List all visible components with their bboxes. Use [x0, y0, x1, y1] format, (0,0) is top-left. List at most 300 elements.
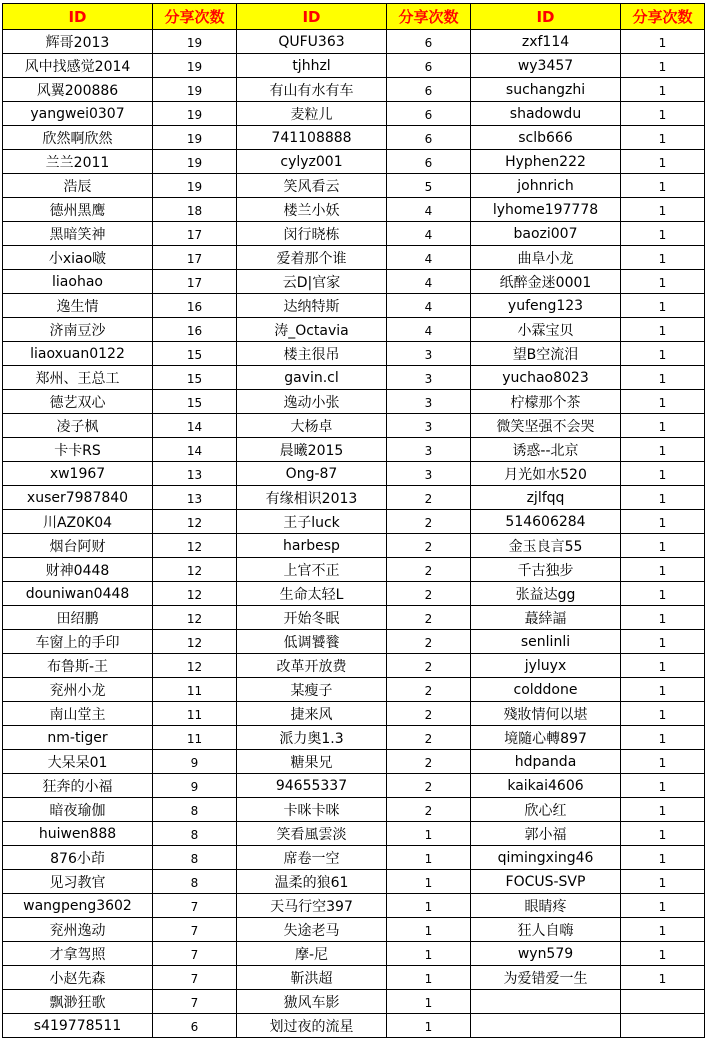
share-count-cell-2[interactable]: 4 [387, 222, 471, 246]
share-count-cell-1[interactable]: 12 [153, 654, 237, 678]
id-cell-3[interactable]: colddone [471, 678, 621, 702]
share-count-table [2, 3, 705, 1038]
id-cell-3[interactable] [471, 990, 621, 1014]
share-count-cell-2[interactable]: 2 [387, 726, 471, 750]
id-cell-3[interactable]: FOCUS-SVP [471, 870, 621, 894]
id-cell-2[interactable]: 有缘相识2013 [237, 486, 387, 510]
share-count-cell-2[interactable]: 2 [387, 486, 471, 510]
id-cell-3[interactable]: zjlfqq [471, 486, 621, 510]
id-cell-1[interactable]: 凌子枫 [3, 414, 153, 438]
table-row [3, 966, 705, 990]
share-count-cell-1[interactable]: 14 [153, 438, 237, 462]
share-count-cell-3[interactable]: 1 [621, 222, 705, 246]
id-cell-3[interactable]: 千古独步 [471, 558, 621, 582]
table-row [3, 774, 705, 798]
table-row [3, 222, 705, 246]
id-cell-3[interactable] [471, 1014, 621, 1038]
share-count-cell-2[interactable]: 6 [387, 30, 471, 54]
table-row [3, 102, 705, 126]
id-cell-1[interactable]: 车窗上的手印 [3, 630, 153, 654]
id-cell-2[interactable]: 卡咪卡咪 [237, 798, 387, 822]
share-count-cell-1[interactable]: 9 [153, 774, 237, 798]
table-row [3, 198, 705, 222]
id-cell-1[interactable]: 川AZ0K04 [3, 510, 153, 534]
table-row [3, 894, 705, 918]
id-cell-2[interactable]: 某瘦子 [237, 678, 387, 702]
id-cell-3[interactable]: 望B空流泪 [471, 342, 621, 366]
share-count-cell-2[interactable]: 1 [387, 822, 471, 846]
share-count-cell-1[interactable]: 12 [153, 510, 237, 534]
id-cell-2[interactable]: 逸动小张 [237, 390, 387, 414]
id-cell-1[interactable]: 布鲁斯-王 [3, 654, 153, 678]
table-row [3, 462, 705, 486]
id-cell-2[interactable]: 改革开放费 [237, 654, 387, 678]
table-row [3, 990, 705, 1014]
share-count-cell-2[interactable]: 3 [387, 438, 471, 462]
share-count-cell-2[interactable]: 2 [387, 630, 471, 654]
id-cell-1[interactable]: wangpeng3602 [3, 894, 153, 918]
id-cell-2[interactable]: 云D|官家 [237, 270, 387, 294]
id-cell-3[interactable]: 纸醉金迷0001 [471, 270, 621, 294]
share-count-cell-1[interactable]: 12 [153, 606, 237, 630]
id-cell-1[interactable]: 德艺双心 [3, 390, 153, 414]
share-count-cell-1[interactable]: 19 [153, 150, 237, 174]
id-cell-2[interactable]: 爱着那个谁 [237, 246, 387, 270]
share-count-cell-3[interactable]: 1 [621, 78, 705, 102]
share-count-cell-2[interactable]: 4 [387, 198, 471, 222]
share-count-cell-2[interactable]: 4 [387, 294, 471, 318]
id-cell-3[interactable]: kaikai4606 [471, 774, 621, 798]
share-count-cell-3[interactable]: 1 [621, 150, 705, 174]
id-cell-3[interactable]: 欣心红 [471, 798, 621, 822]
header-id-2[interactable]: ID [237, 4, 387, 30]
id-cell-2[interactable]: 开始冬眠 [237, 606, 387, 630]
table-row [3, 438, 705, 462]
table-row [3, 702, 705, 726]
id-cell-3[interactable]: 为爱错爱一生 [471, 966, 621, 990]
share-count-cell-2[interactable]: 2 [387, 510, 471, 534]
share-count-cell-2[interactable]: 1 [387, 918, 471, 942]
id-cell-2[interactable]: 王子luck [237, 510, 387, 534]
share-count-cell-1[interactable]: 11 [153, 702, 237, 726]
share-count-cell-1[interactable]: 19 [153, 102, 237, 126]
id-cell-3[interactable]: yufeng123 [471, 294, 621, 318]
share-count-cell-1[interactable]: 16 [153, 318, 237, 342]
share-count-cell-3[interactable]: 1 [621, 198, 705, 222]
share-count-cell-2[interactable]: 1 [387, 1014, 471, 1038]
id-cell-1[interactable]: 876小茚 [3, 846, 153, 870]
table-row [3, 366, 705, 390]
share-count-cell-1[interactable]: 7 [153, 894, 237, 918]
table-row [3, 1014, 705, 1038]
table-row [3, 654, 705, 678]
share-count-cell-2[interactable]: 3 [387, 390, 471, 414]
share-count-cell-2[interactable]: 4 [387, 270, 471, 294]
share-count-cell-3[interactable]: 1 [621, 294, 705, 318]
id-cell-3[interactable]: wy3457 [471, 54, 621, 78]
id-cell-3[interactable]: suchangzhi [471, 78, 621, 102]
share-count-cell-2[interactable]: 2 [387, 750, 471, 774]
table-row [3, 246, 705, 270]
share-count-cell-2[interactable]: 6 [387, 126, 471, 150]
table-row [3, 630, 705, 654]
share-count-cell-3[interactable]: 1 [621, 798, 705, 822]
share-count-cell-1[interactable]: 8 [153, 846, 237, 870]
id-cell-3[interactable]: baozi007 [471, 222, 621, 246]
share-count-cell-3[interactable]: 1 [621, 246, 705, 270]
id-cell-1[interactable]: 财神0448 [3, 558, 153, 582]
id-cell-3[interactable]: 柠檬那个茶 [471, 390, 621, 414]
id-cell-3[interactable]: 曲阜小龙 [471, 246, 621, 270]
share-count-cell-3[interactable]: 1 [621, 774, 705, 798]
share-count-cell-3[interactable]: 1 [621, 510, 705, 534]
id-cell-2[interactable]: 生命太轻L [237, 582, 387, 606]
table-row [3, 390, 705, 414]
share-count-cell-1[interactable]: 17 [153, 270, 237, 294]
id-cell-3[interactable]: 小霖宝贝 [471, 318, 621, 342]
id-cell-1[interactable]: 济南豆沙 [3, 318, 153, 342]
share-count-cell-3[interactable]: 1 [621, 702, 705, 726]
id-cell-1[interactable]: 风翼200886 [3, 78, 153, 102]
share-count-cell-1[interactable]: 9 [153, 750, 237, 774]
share-count-cell-1[interactable]: 13 [153, 462, 237, 486]
id-cell-2[interactable]: 划过夜的流星 [237, 1014, 387, 1038]
id-cell-2[interactable]: 上官不正 [237, 558, 387, 582]
header-share-count-1[interactable]: 分享次数 [153, 4, 237, 30]
share-count-cell-1[interactable]: 13 [153, 486, 237, 510]
share-count-cell-2[interactable]: 1 [387, 966, 471, 990]
share-count-cell-1[interactable]: 6 [153, 1014, 237, 1038]
share-count-cell-3[interactable]: 1 [621, 486, 705, 510]
id-cell-2[interactable]: 笑风看云 [237, 174, 387, 198]
id-cell-2[interactable]: 达纳特斯 [237, 294, 387, 318]
share-count-cell-3[interactable]: 1 [621, 654, 705, 678]
share-count-cell-1[interactable]: 16 [153, 294, 237, 318]
id-cell-2[interactable]: 笑看風雲淡 [237, 822, 387, 846]
share-count-cell-2[interactable]: 3 [387, 366, 471, 390]
id-cell-1[interactable]: nm-tiger [3, 726, 153, 750]
share-count-cell-3[interactable]: 1 [621, 414, 705, 438]
id-cell-3[interactable]: jyluyx [471, 654, 621, 678]
id-cell-2[interactable]: Ong-87 [237, 462, 387, 486]
share-count-cell-2[interactable]: 6 [387, 150, 471, 174]
header-row [3, 4, 705, 30]
table-row [3, 558, 705, 582]
share-count-cell-2[interactable]: 6 [387, 102, 471, 126]
share-count-cell-1[interactable]: 12 [153, 630, 237, 654]
id-cell-2[interactable]: 闵行晓栋 [237, 222, 387, 246]
share-count-cell-3[interactable]: 1 [621, 582, 705, 606]
share-count-cell-2[interactable]: 2 [387, 798, 471, 822]
share-count-cell-1[interactable]: 8 [153, 822, 237, 846]
share-count-cell-2[interactable]: 1 [387, 870, 471, 894]
id-cell-3[interactable]: qimingxing46 [471, 846, 621, 870]
table-row [3, 486, 705, 510]
share-count-cell-3[interactable]: 1 [621, 342, 705, 366]
id-cell-2[interactable]: 低调饕餮 [237, 630, 387, 654]
id-cell-1[interactable]: 风中找感觉2014 [3, 54, 153, 78]
id-cell-2[interactable]: 94655337 [237, 774, 387, 798]
id-cell-1[interactable]: 小xiao啵 [3, 246, 153, 270]
table-row [3, 582, 705, 606]
share-count-cell-3[interactable]: 1 [621, 918, 705, 942]
share-count-cell-3[interactable]: 1 [621, 726, 705, 750]
share-count-cell-1[interactable]: 8 [153, 798, 237, 822]
id-cell-1[interactable]: 暗夜瑜伽 [3, 798, 153, 822]
share-count-cell-2[interactable]: 2 [387, 654, 471, 678]
share-count-cell-2[interactable]: 3 [387, 414, 471, 438]
id-cell-2[interactable]: 捷来风 [237, 702, 387, 726]
share-count-cell-2[interactable]: 3 [387, 462, 471, 486]
table-row [3, 534, 705, 558]
id-cell-1[interactable]: 浩辰 [3, 174, 153, 198]
table-row [3, 870, 705, 894]
share-count-cell-2[interactable]: 1 [387, 942, 471, 966]
share-count-cell-2[interactable]: 2 [387, 606, 471, 630]
share-count-cell-3[interactable]: 1 [621, 126, 705, 150]
share-count-cell-2[interactable]: 1 [387, 894, 471, 918]
id-cell-3[interactable]: sclb666 [471, 126, 621, 150]
share-count-cell-1[interactable]: 15 [153, 390, 237, 414]
share-count-cell-3[interactable]: 1 [621, 678, 705, 702]
id-cell-2[interactable]: cylyz001 [237, 150, 387, 174]
id-cell-2[interactable]: 失途老马 [237, 918, 387, 942]
header-share-count-3[interactable]: 分享次数 [621, 4, 705, 30]
share-count-cell-1[interactable]: 7 [153, 966, 237, 990]
id-cell-2[interactable]: 摩-尼 [237, 942, 387, 966]
share-count-cell-3[interactable]: 1 [621, 822, 705, 846]
table-row [3, 750, 705, 774]
id-cell-2[interactable]: 席卷一空 [237, 846, 387, 870]
share-count-cell-3[interactable]: 1 [621, 894, 705, 918]
share-count-cell-3[interactable]: 1 [621, 102, 705, 126]
id-cell-1[interactable]: 黑暗笑神 [3, 222, 153, 246]
id-cell-2[interactable]: 糖果兄 [237, 750, 387, 774]
table-row [3, 294, 705, 318]
share-count-cell-3[interactable]: 1 [621, 942, 705, 966]
share-count-cell-3[interactable]: 1 [621, 534, 705, 558]
id-cell-1[interactable]: 田绍鹏 [3, 606, 153, 630]
id-cell-2[interactable]: 741108888 [237, 126, 387, 150]
id-cell-1[interactable]: 南山堂主 [3, 702, 153, 726]
table-row [3, 846, 705, 870]
share-count-cell-2[interactable]: 4 [387, 318, 471, 342]
share-count-cell-3[interactable]: 1 [621, 366, 705, 390]
id-cell-3[interactable]: yuchao8023 [471, 366, 621, 390]
share-count-cell-3[interactable]: 1 [621, 558, 705, 582]
share-count-cell-1[interactable]: 12 [153, 582, 237, 606]
table-row [3, 30, 705, 54]
id-cell-2[interactable]: 楼兰小妖 [237, 198, 387, 222]
share-count-cell-3[interactable]: 1 [621, 30, 705, 54]
table-row [3, 174, 705, 198]
table-row [3, 78, 705, 102]
id-cell-1[interactable]: 见习教官 [3, 870, 153, 894]
id-cell-3[interactable]: 眼睛疼 [471, 894, 621, 918]
share-count-cell-3[interactable]: 1 [621, 174, 705, 198]
share-count-cell-2[interactable]: 2 [387, 702, 471, 726]
share-count-cell-3[interactable]: 1 [621, 270, 705, 294]
table-row [3, 798, 705, 822]
id-cell-1[interactable]: 辉哥2013 [3, 30, 153, 54]
share-count-cell-1[interactable]: 7 [153, 918, 237, 942]
share-count-cell-1[interactable]: 18 [153, 198, 237, 222]
id-cell-1[interactable]: 才拿驾照 [3, 942, 153, 966]
id-cell-3[interactable]: 514606284 [471, 510, 621, 534]
id-cell-3[interactable]: 张益达gg [471, 582, 621, 606]
id-cell-2[interactable]: harbesp [237, 534, 387, 558]
id-cell-3[interactable]: senlinli [471, 630, 621, 654]
share-count-cell-3[interactable]: 1 [621, 438, 705, 462]
id-cell-1[interactable]: 兖州小龙 [3, 678, 153, 702]
id-cell-1[interactable]: s419778511 [3, 1014, 153, 1038]
id-cell-3[interactable]: 诱惑--北京 [471, 438, 621, 462]
share-count-cell-2[interactable]: 1 [387, 846, 471, 870]
share-count-cell-1[interactable]: 11 [153, 678, 237, 702]
share-count-cell-2[interactable]: 3 [387, 342, 471, 366]
share-count-cell-3[interactable]: 1 [621, 966, 705, 990]
id-cell-3[interactable]: 微笑坚强不会哭 [471, 414, 621, 438]
id-cell-1[interactable]: 飘渺狂歌 [3, 990, 153, 1014]
table-row [3, 342, 705, 366]
share-count-cell-1[interactable]: 19 [153, 126, 237, 150]
share-count-cell-2[interactable]: 4 [387, 246, 471, 270]
id-cell-2[interactable]: 涛_Octavia [237, 318, 387, 342]
id-cell-3[interactable]: wyn579 [471, 942, 621, 966]
id-cell-3[interactable]: lyhome197778 [471, 198, 621, 222]
id-cell-3[interactable]: 狂人自嗨 [471, 918, 621, 942]
share-count-cell-1[interactable]: 15 [153, 366, 237, 390]
id-cell-3[interactable]: 殘妝情何以堪 [471, 702, 621, 726]
table-row [3, 414, 705, 438]
id-cell-3[interactable]: shadowdu [471, 102, 621, 126]
table-row [3, 678, 705, 702]
share-count-cell-2[interactable]: 6 [387, 54, 471, 78]
id-cell-1[interactable]: 德州黑鹰 [3, 198, 153, 222]
id-cell-2[interactable]: 晨曦2015 [237, 438, 387, 462]
id-cell-3[interactable]: zxf114 [471, 30, 621, 54]
share-count-cell-2[interactable]: 6 [387, 78, 471, 102]
table-row [3, 150, 705, 174]
id-cell-1[interactable]: yangwei0307 [3, 102, 153, 126]
id-cell-1[interactable]: huiwen888 [3, 822, 153, 846]
table-row [3, 606, 705, 630]
id-cell-3[interactable]: johnrich [471, 174, 621, 198]
id-cell-2[interactable]: 派力奥1.3 [237, 726, 387, 750]
id-cell-2[interactable]: 獓风车影 [237, 990, 387, 1014]
id-cell-1[interactable]: liaoxuan0122 [3, 342, 153, 366]
share-count-cell-1[interactable]: 8 [153, 870, 237, 894]
id-cell-2[interactable]: 温柔的狼61 [237, 870, 387, 894]
share-count-cell-2[interactable]: 2 [387, 774, 471, 798]
id-cell-3[interactable]: 郭小福 [471, 822, 621, 846]
table-row [3, 918, 705, 942]
share-count-cell-1[interactable]: 19 [153, 30, 237, 54]
id-cell-2[interactable]: tjhhzl [237, 54, 387, 78]
id-cell-1[interactable]: 大呆呆01 [3, 750, 153, 774]
id-cell-3[interactable]: hdpanda [471, 750, 621, 774]
share-count-cell-3[interactable]: 1 [621, 846, 705, 870]
id-cell-1[interactable]: xw1967 [3, 462, 153, 486]
id-cell-2[interactable]: 大杨卓 [237, 414, 387, 438]
id-cell-1[interactable]: 欣然啊欣然 [3, 126, 153, 150]
share-count-cell-1[interactable]: 7 [153, 990, 237, 1014]
share-count-cell-1[interactable]: 14 [153, 414, 237, 438]
id-cell-2[interactable]: QUFU363 [237, 30, 387, 54]
id-cell-1[interactable]: 兰兰2011 [3, 150, 153, 174]
share-count-cell-2[interactable]: 5 [387, 174, 471, 198]
table-row [3, 318, 705, 342]
share-count-cell-3[interactable]: 1 [621, 54, 705, 78]
id-cell-1[interactable]: douniwan0448 [3, 582, 153, 606]
id-cell-2[interactable]: 麦粒儿 [237, 102, 387, 126]
id-cell-2[interactable]: 天马行空397 [237, 894, 387, 918]
share-count-cell-1[interactable]: 7 [153, 942, 237, 966]
table-body [3, 30, 705, 1038]
share-count-cell-1[interactable]: 17 [153, 222, 237, 246]
header-id-3[interactable]: ID [471, 4, 621, 30]
header-id-1[interactable]: ID [3, 4, 153, 30]
share-count-cell-3[interactable]: 1 [621, 390, 705, 414]
header-share-count-2[interactable]: 分享次数 [387, 4, 471, 30]
id-cell-3[interactable]: Hyphen222 [471, 150, 621, 174]
id-cell-3[interactable]: 境隨心轉897 [471, 726, 621, 750]
id-cell-1[interactable]: 郑州、王总工 [3, 366, 153, 390]
share-count-cell-3[interactable] [621, 990, 705, 1014]
id-cell-3[interactable]: 蕞緈諨 [471, 606, 621, 630]
share-count-cell-3[interactable]: 1 [621, 870, 705, 894]
share-count-cell-3[interactable]: 1 [621, 462, 705, 486]
share-count-cell-1[interactable]: 11 [153, 726, 237, 750]
share-count-cell-1[interactable]: 19 [153, 54, 237, 78]
id-cell-1[interactable]: 兖州逸动 [3, 918, 153, 942]
id-cell-3[interactable]: 月光如水520 [471, 462, 621, 486]
share-count-cell-3[interactable]: 1 [621, 630, 705, 654]
share-count-cell-1[interactable]: 15 [153, 342, 237, 366]
id-cell-1[interactable]: xuser7987840 [3, 486, 153, 510]
share-count-cell-2[interactable]: 1 [387, 990, 471, 1014]
id-cell-1[interactable]: 狂奔的小福 [3, 774, 153, 798]
share-count-cell-1[interactable]: 12 [153, 534, 237, 558]
table-row [3, 726, 705, 750]
share-count-cell-3[interactable] [621, 1014, 705, 1038]
share-count-cell-3[interactable]: 1 [621, 318, 705, 342]
id-cell-1[interactable]: 逸生情 [3, 294, 153, 318]
id-cell-2[interactable]: 有山有水有车 [237, 78, 387, 102]
id-cell-1[interactable]: 卡卡RS [3, 438, 153, 462]
id-cell-2[interactable]: gavin.cl [237, 366, 387, 390]
table-row [3, 510, 705, 534]
share-count-cell-2[interactable]: 2 [387, 582, 471, 606]
id-cell-2[interactable]: 靳洪超 [237, 966, 387, 990]
share-count-cell-1[interactable]: 17 [153, 246, 237, 270]
id-cell-1[interactable]: liaohao [3, 270, 153, 294]
share-count-cell-1[interactable]: 19 [153, 174, 237, 198]
id-cell-3[interactable]: 金玉良言55 [471, 534, 621, 558]
id-cell-1[interactable]: 小赵先森 [3, 966, 153, 990]
table-row [3, 54, 705, 78]
share-count-cell-3[interactable]: 1 [621, 606, 705, 630]
share-count-cell-2[interactable]: 2 [387, 558, 471, 582]
share-count-cell-1[interactable]: 19 [153, 78, 237, 102]
share-count-cell-1[interactable]: 12 [153, 558, 237, 582]
id-cell-2[interactable]: 楼主很吊 [237, 342, 387, 366]
share-count-cell-3[interactable]: 1 [621, 750, 705, 774]
share-count-cell-2[interactable]: 2 [387, 534, 471, 558]
table-row [3, 126, 705, 150]
share-count-cell-2[interactable]: 2 [387, 678, 471, 702]
id-cell-1[interactable]: 烟台阿财 [3, 534, 153, 558]
